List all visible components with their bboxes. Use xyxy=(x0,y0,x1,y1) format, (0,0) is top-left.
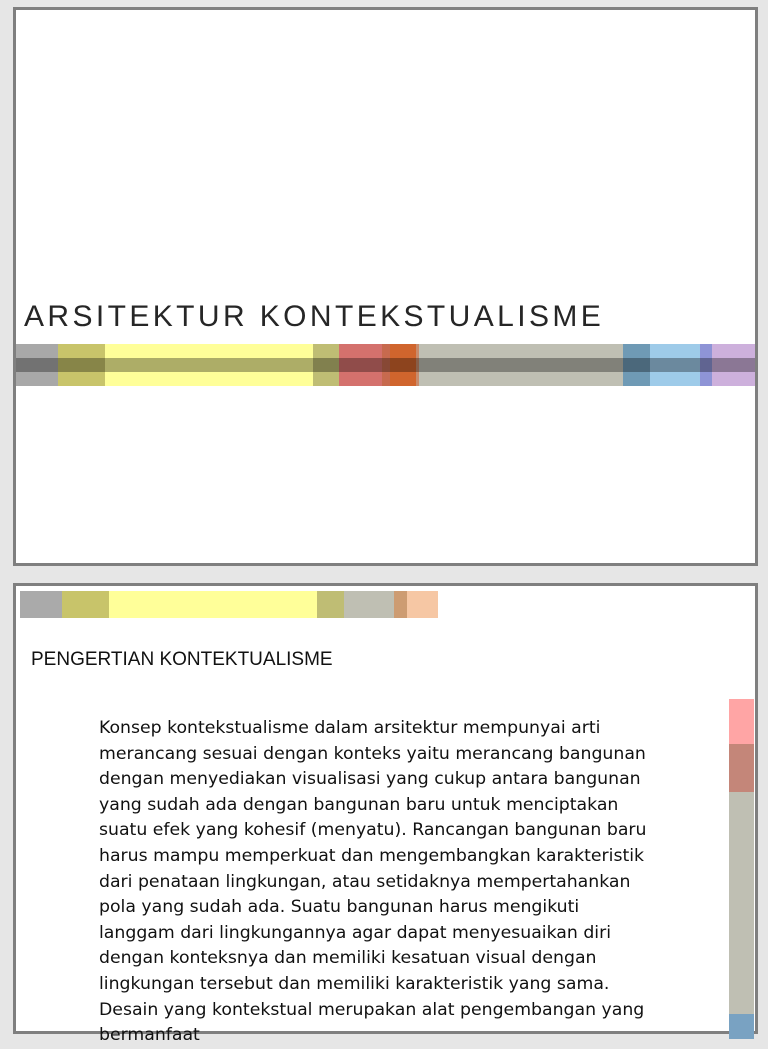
color-segment xyxy=(20,591,62,618)
section-heading: PENGERTIAN KONTEKTUALISME xyxy=(31,649,333,670)
color-segment xyxy=(109,591,317,618)
content-slide xyxy=(13,583,758,1046)
color-segment xyxy=(712,344,755,386)
color-segment xyxy=(344,591,394,618)
color-segment xyxy=(390,344,416,386)
color-segment xyxy=(650,344,700,386)
sidebar-segment xyxy=(729,1014,754,1039)
color-segment xyxy=(419,344,623,386)
sidebar-segment xyxy=(729,744,754,792)
color-sidebar xyxy=(729,699,754,1039)
color-segment xyxy=(700,344,712,386)
sidebar-segment xyxy=(729,699,754,744)
body-paragraph: Konsep kontekstualisme dalam arsitektur mempunyai arti merancang sesuai dengan konteks yaitu merancang bangunan dengan menyediakan visualisasi yang cukup antara bangunan yang sudah ada dengan bangunan baru untuk menciptakan suatu efek yang kohesif (menyatu). Rancangan bangunan baru harus mampu memperkuat dan mengembangkan karakteristik dari penataan lingkungan, atau setidaknya mempertahankan pola yang sudah ada. Suatu bangunan harus mengikuti langgam dari lingkungannya agar dapat menyesuaikan diri dengan konteksnya dan memiliki kesatuan visual dengan lingkungan tersebut dan memiliki karakteristik yang sama. Desain yang kontekstual merupakan alat pengembangan yang bermanfaat xyxy=(99,718,647,1046)
color-segment xyxy=(16,344,58,386)
color-band xyxy=(16,344,755,386)
color-segment xyxy=(58,344,105,386)
color-segment xyxy=(313,344,339,386)
color-segment xyxy=(339,344,382,386)
title-slide xyxy=(13,7,758,566)
color-segment xyxy=(105,344,313,386)
color-segment xyxy=(394,591,407,618)
slide-title: ARSITEKTUR KONTEKSTUALISME xyxy=(24,300,605,333)
color-band-top xyxy=(20,591,438,618)
color-segment xyxy=(382,344,390,386)
sidebar-segment xyxy=(729,792,754,1014)
color-segment xyxy=(407,591,438,618)
color-segment xyxy=(317,591,344,618)
color-segment xyxy=(62,591,109,618)
color-segment xyxy=(623,344,650,386)
